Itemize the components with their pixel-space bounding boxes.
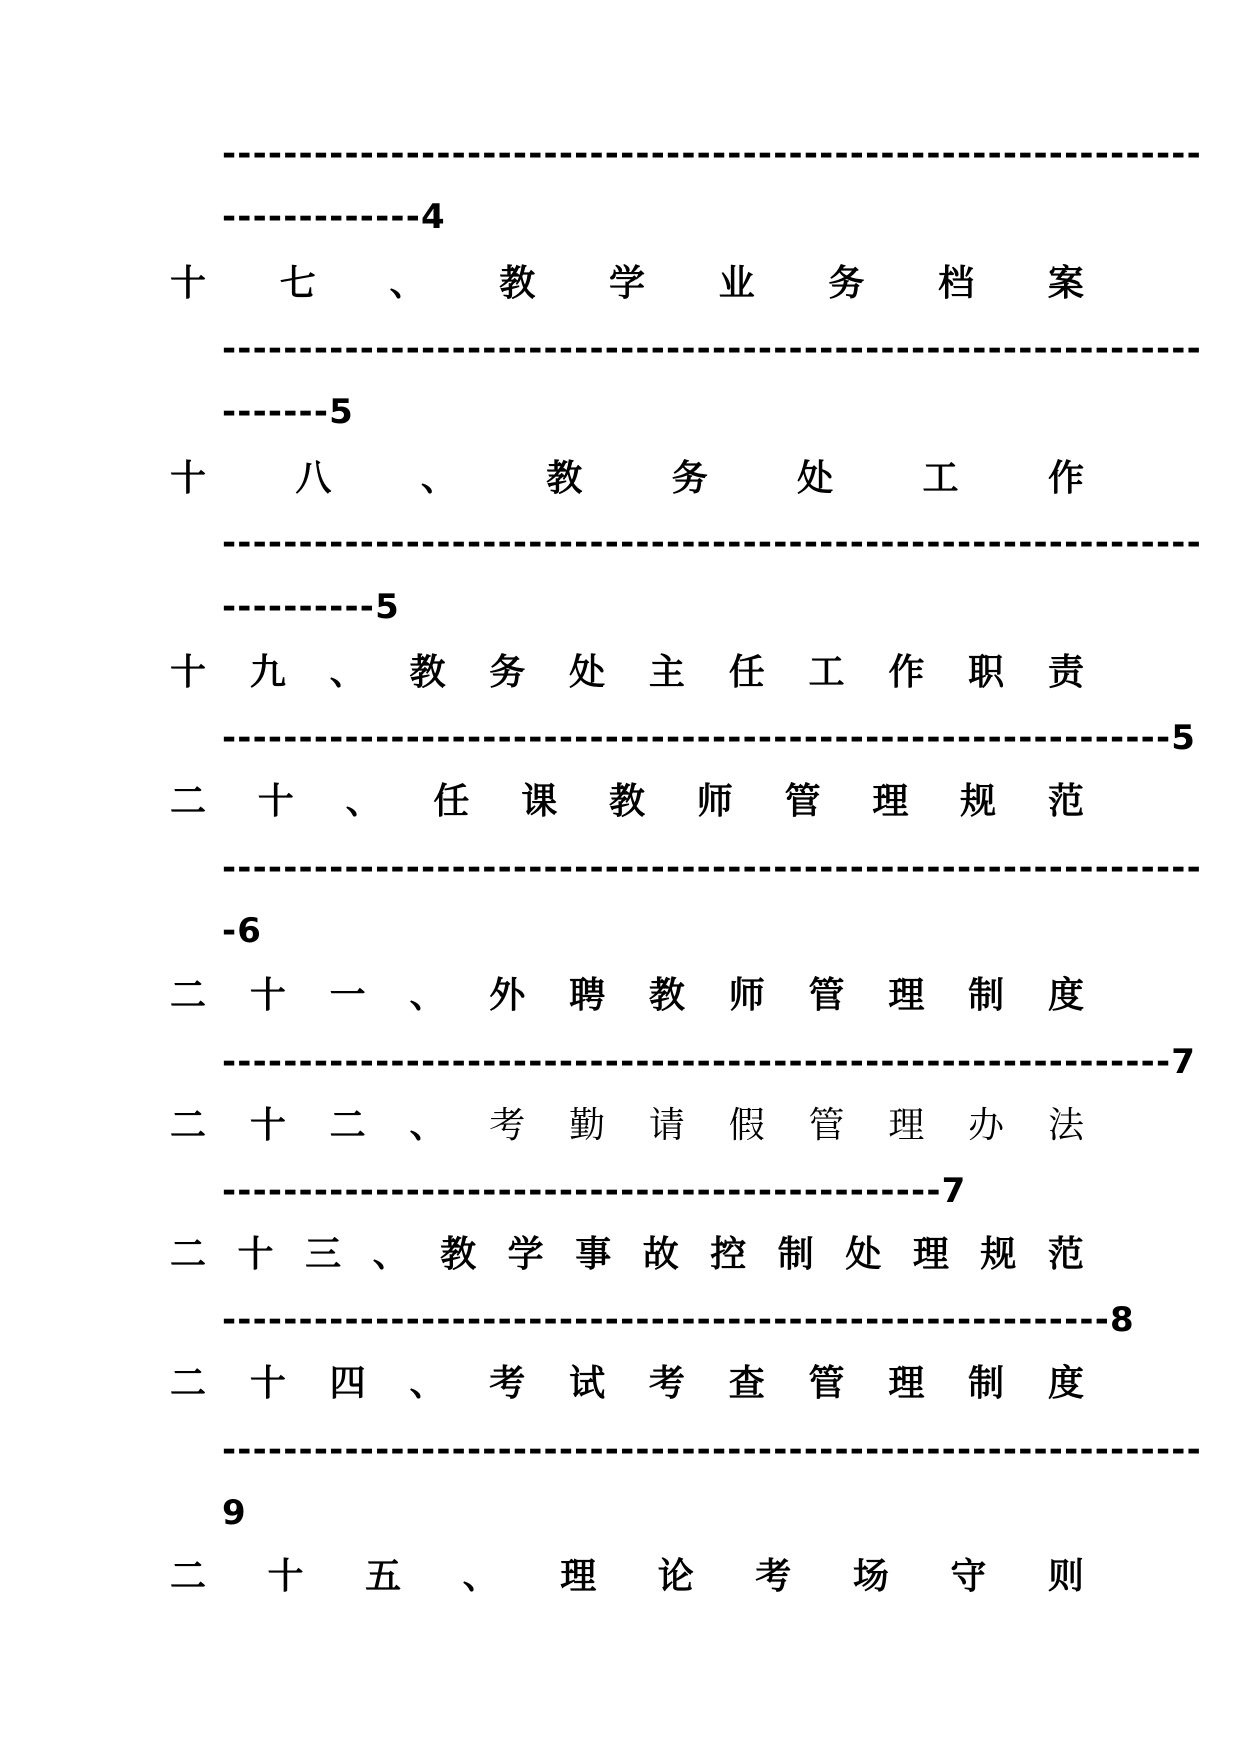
toc-18-char: 处: [797, 458, 834, 499]
toc-23-char: 事: [575, 1234, 612, 1275]
toc-16-page: -------------4: [222, 197, 446, 237]
toc-23-char: 二: [170, 1234, 207, 1275]
toc-23-char: 范: [1047, 1234, 1084, 1275]
toc-25-char: 场: [852, 1556, 889, 1597]
toc-20-char: 十: [257, 781, 294, 822]
toc-25-char: 五: [365, 1556, 402, 1597]
toc-24-char: 制: [968, 1363, 1005, 1404]
toc-19-char: 教: [409, 652, 446, 693]
toc-22-char: 考: [489, 1105, 526, 1146]
toc-24-page: 9: [222, 1493, 247, 1533]
toc-17-char: 业: [718, 263, 755, 304]
toc-20-char: 二: [170, 781, 207, 822]
toc-22-char: 十: [249, 1105, 286, 1146]
toc-23-char: 十: [237, 1234, 274, 1275]
toc-19-char: 九: [249, 652, 286, 693]
toc-19-char: 任: [728, 652, 765, 693]
toc-18-page: ----------5: [222, 587, 400, 627]
toc-22-char: 勤: [569, 1105, 606, 1146]
toc-22-char: 、: [409, 1105, 446, 1146]
toc-19-char: 、: [329, 652, 366, 693]
toc-20-char: 师: [696, 781, 733, 822]
toc-20-dashes: ----------------------------------------------------------------: [222, 848, 1202, 888]
toc-19-page: --------------------------------------------------------------5: [222, 718, 1197, 758]
toc-18-char: 八: [295, 458, 332, 499]
toc-21-char: 、: [409, 975, 446, 1016]
toc-21-char: 教: [648, 975, 685, 1016]
toc-22-char: 理: [888, 1105, 925, 1146]
toc-23-char: 教: [440, 1234, 477, 1275]
toc-19-char: 职: [968, 652, 1005, 693]
toc-19-char: 工: [808, 652, 845, 693]
toc-17-char: 务: [828, 263, 865, 304]
toc-17-char: 案: [1047, 263, 1084, 304]
toc-20-char: 课: [521, 781, 558, 822]
toc-23-page: ----------------------------------------------------------8: [222, 1300, 1135, 1340]
toc-25-char: 理: [560, 1556, 597, 1597]
toc-18-char: 工: [922, 458, 959, 499]
toc-23-char: 处: [845, 1234, 882, 1275]
toc-22-title: [170, 1105, 1084, 1146]
toc-24-char: 理: [888, 1363, 925, 1404]
toc-22-page: -----------------------------------------------7: [222, 1171, 967, 1211]
toc-21-char: 二: [170, 975, 207, 1016]
toc-18-char: 十: [170, 458, 207, 499]
toc-24-char: 试: [569, 1363, 606, 1404]
toc-16-dashes: ----------------------------------------------------------------: [222, 134, 1202, 174]
toc-23-char: 控: [710, 1234, 747, 1275]
toc-22-char: 法: [1047, 1105, 1084, 1146]
toc-23-char: 三: [305, 1234, 342, 1275]
toc-23-char: 、: [372, 1234, 409, 1275]
toc-20-char: 教: [608, 781, 645, 822]
toc-17-char: 学: [608, 263, 645, 304]
toc-20-char: 理: [872, 781, 909, 822]
toc-18-title: [170, 458, 1084, 499]
toc-20-char: 管: [784, 781, 821, 822]
toc-22-char: 二: [170, 1105, 207, 1146]
toc-24-char: 二: [170, 1363, 207, 1404]
toc-17-char: 档: [938, 263, 975, 304]
toc-21-char: 管: [808, 975, 845, 1016]
toc-21-char: 度: [1047, 975, 1084, 1016]
toc-21-char: 师: [728, 975, 765, 1016]
toc-18-char: 、: [420, 458, 457, 499]
toc-23-char: 理: [912, 1234, 949, 1275]
toc-22-char: 假: [728, 1105, 765, 1146]
toc-19-char: 责: [1047, 652, 1084, 693]
toc-20-page: -6: [222, 911, 263, 951]
toc-19-title: [170, 652, 1084, 693]
toc-24-char: 考: [648, 1363, 685, 1404]
toc-20-char: 任: [433, 781, 470, 822]
toc-24-dashes: ----------------------------------------------------------------: [222, 1430, 1202, 1470]
toc-24-char: 考: [489, 1363, 526, 1404]
toc-24-char: 十: [249, 1363, 286, 1404]
toc-19-char: 十: [170, 652, 207, 693]
toc-25-char: 守: [950, 1556, 987, 1597]
toc-18-dashes: ----------------------------------------------------------------: [222, 523, 1202, 563]
toc-18-char: 作: [1047, 458, 1084, 499]
toc-24-char: 度: [1047, 1363, 1084, 1404]
toc-22-char: 管: [808, 1105, 845, 1146]
toc-21-char: 制: [968, 975, 1005, 1016]
toc-22-char: 请: [648, 1105, 685, 1146]
toc-17-page: -------5: [222, 392, 355, 432]
toc-24-char: 、: [409, 1363, 446, 1404]
toc-25-char: 二: [170, 1556, 207, 1597]
toc-25-char: 十: [267, 1556, 304, 1597]
toc-17-char: 教: [499, 263, 536, 304]
toc-23-char: 故: [642, 1234, 679, 1275]
toc-20-char: 、: [345, 781, 382, 822]
toc-19-char: 作: [888, 652, 925, 693]
toc-21-title: [170, 975, 1084, 1016]
toc-25-char: 则: [1047, 1556, 1084, 1597]
toc-25-char: 考: [755, 1556, 792, 1597]
toc-17-char: 、: [389, 263, 426, 304]
toc-19-char: 处: [569, 652, 606, 693]
toc-24-char: 管: [808, 1363, 845, 1404]
toc-24-char: 四: [329, 1363, 366, 1404]
toc-25-title: [170, 1556, 1084, 1597]
toc-19-char: 主: [648, 652, 685, 693]
toc-23-char: 规: [980, 1234, 1017, 1275]
toc-21-page: --------------------------------------------------------------7: [222, 1042, 1197, 1082]
toc-21-char: 聘: [569, 975, 606, 1016]
toc-20-title: [170, 781, 1084, 822]
toc-23-char: 制: [777, 1234, 814, 1275]
toc-24-char: 查: [728, 1363, 765, 1404]
toc-22-char: 二: [329, 1105, 366, 1146]
toc-23-title: [170, 1234, 1084, 1275]
toc-25-char: 、: [462, 1556, 499, 1597]
toc-18-char: 教: [546, 458, 583, 499]
toc-20-char: 范: [1047, 781, 1084, 822]
toc-21-char: 十: [249, 975, 286, 1016]
toc-21-char: 外: [489, 975, 526, 1016]
toc-17-char: 七: [279, 263, 316, 304]
toc-19-char: 务: [489, 652, 526, 693]
toc-25-char: 论: [657, 1556, 694, 1597]
toc-21-char: 理: [888, 975, 925, 1016]
toc-21-char: 一: [329, 975, 366, 1016]
toc-18-char: 务: [671, 458, 708, 499]
toc-24-title: [170, 1363, 1084, 1404]
toc-17-dashes: ----------------------------------------------------------------: [222, 329, 1202, 369]
toc-22-char: 办: [968, 1105, 1005, 1146]
toc-20-char: 规: [960, 781, 997, 822]
toc-17-title: [170, 263, 1084, 304]
toc-17-char: 十: [170, 263, 207, 304]
toc-23-char: 学: [507, 1234, 544, 1275]
